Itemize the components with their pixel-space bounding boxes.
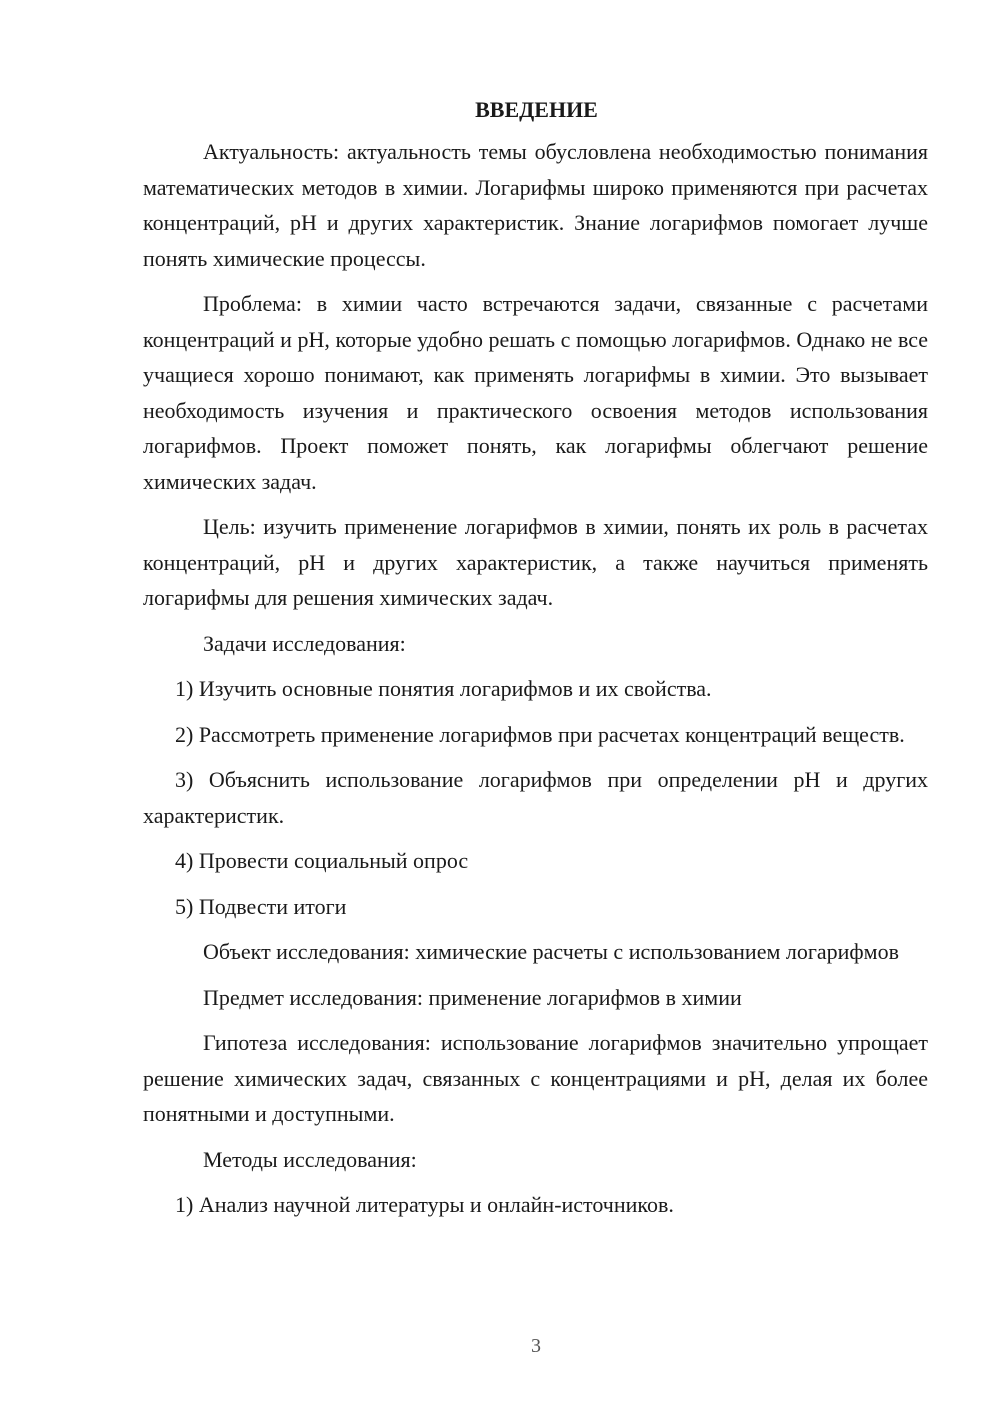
paragraph-subject: Предмет исследования: применение логарифмов в химии [203,984,742,1010]
task-item-4: 4) Провести социальный опрос [175,848,469,873]
task-item-2: 2) Рассмотреть применение логарифмов при расчетах концентраций веществ. [175,721,905,747]
methods-heading: Методы исследования: [203,1146,417,1172]
paragraph-relevance: Актуальность: актуальность темы обусловлена необходимостью понимания математических методов в химии. Логарифмы широко применяются при расчетах концентраций, pH и других характеристик. Знание логарифмов помогает лучше понять химические процессы. [143,139,928,271]
task-item-1: 1) Изучить основные понятия логарифмов и их свойства. [175,676,712,701]
paragraph-goal: Цель: изучить применение логарифмов в химии, понять их роль в расчетах концентраций, pH и других характеристик, а также научиться применять логарифмы для решения химических задач. [143,514,928,610]
method-item-1: 1) Анализ научной литературы и онлайн-источников. [175,1192,674,1217]
tasks-heading: Задачи исследования: [203,630,406,656]
paragraph-object: Объект исследования: химические расчеты с использованием логарифмов [203,939,899,964]
task-item-5: 5) Подвести итоги [175,893,347,919]
page-number: 3 [531,1335,541,1357]
document-page [143,96,928,1223]
paragraph-problem: Проблема: в химии часто встречаются задачи, связанные с расчетами концентраций и pH, которые удобно решать с помощью логарифмов. Однако не все учащиеся хорошо понимают, как применять логарифмы в химии. Это вызывает необходимость изучения и практического освоения методов использования логарифмов. Проект поможет понять, как логарифмы облегчают решение химических задач. [143,291,928,494]
paragraph-hypothesis: Гипотеза исследования: использование логарифмов значительно упрощает решение химических задач, связанных с концентрациями и pH, делая их более понятными и доступными. [143,1030,928,1126]
task-item-3: 3) Объяснить использование логарифмов при определении pH и других характеристик. [143,767,928,828]
section-title: ВВЕДЕНИЕ [475,97,598,122]
